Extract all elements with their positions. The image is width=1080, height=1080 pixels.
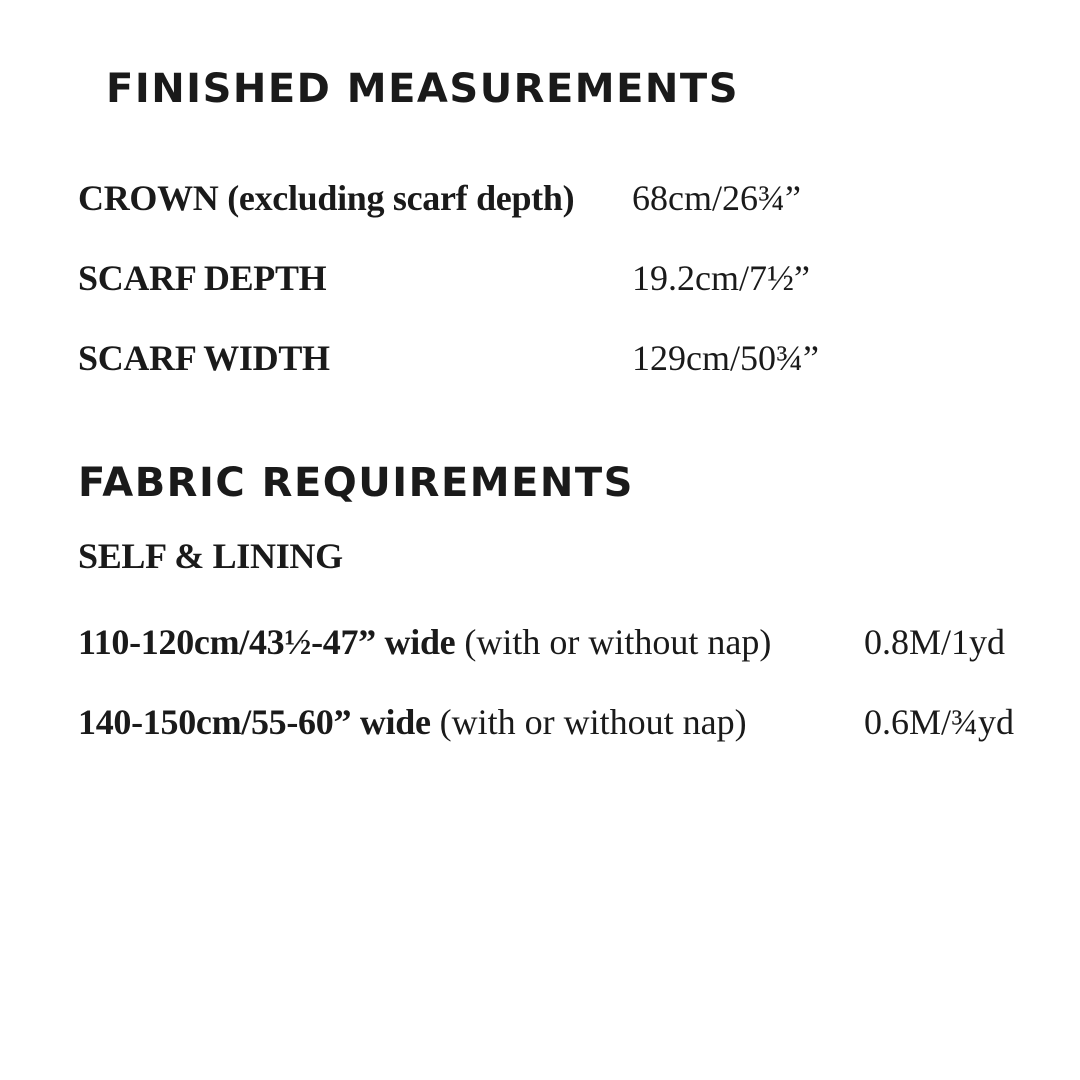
crown-label: CROWN (excluding scarf depth): [78, 178, 575, 218]
self-lining-subheading: SELF & LINING: [78, 536, 343, 576]
fabric-row-2-note: (with or without nap): [430, 702, 747, 742]
scarf-width-label: SCARF WIDTH: [78, 338, 330, 378]
crown-value: 68cm/26¾”: [632, 178, 801, 218]
fabric-row-1-quantity: 0.8M/1yd: [864, 622, 1006, 662]
fabric-row-1-note: (with or without nap): [455, 622, 772, 662]
finished-measurements-heading: FINISHED MEASUREMENTS: [106, 66, 740, 112]
scarf-depth-value: 19.2cm/7½”: [632, 258, 810, 298]
fabric-requirements-heading: FABRIC REQUIREMENTS: [78, 460, 634, 506]
scarf-depth-label: SCARF DEPTH: [78, 258, 327, 298]
fabric-row-2-quantity: 0.6M/¾yd: [864, 702, 1015, 742]
fabric-row-2-width: 140-150cm/55-60” wide: [78, 702, 431, 742]
fabric-row-1-description: [78, 624, 771, 660]
fabric-row-2-description: [78, 704, 747, 740]
fabric-row-1-width: 110-120cm/43½-47” wide: [78, 622, 456, 662]
scarf-width-value: 129cm/50¾”: [632, 338, 819, 378]
